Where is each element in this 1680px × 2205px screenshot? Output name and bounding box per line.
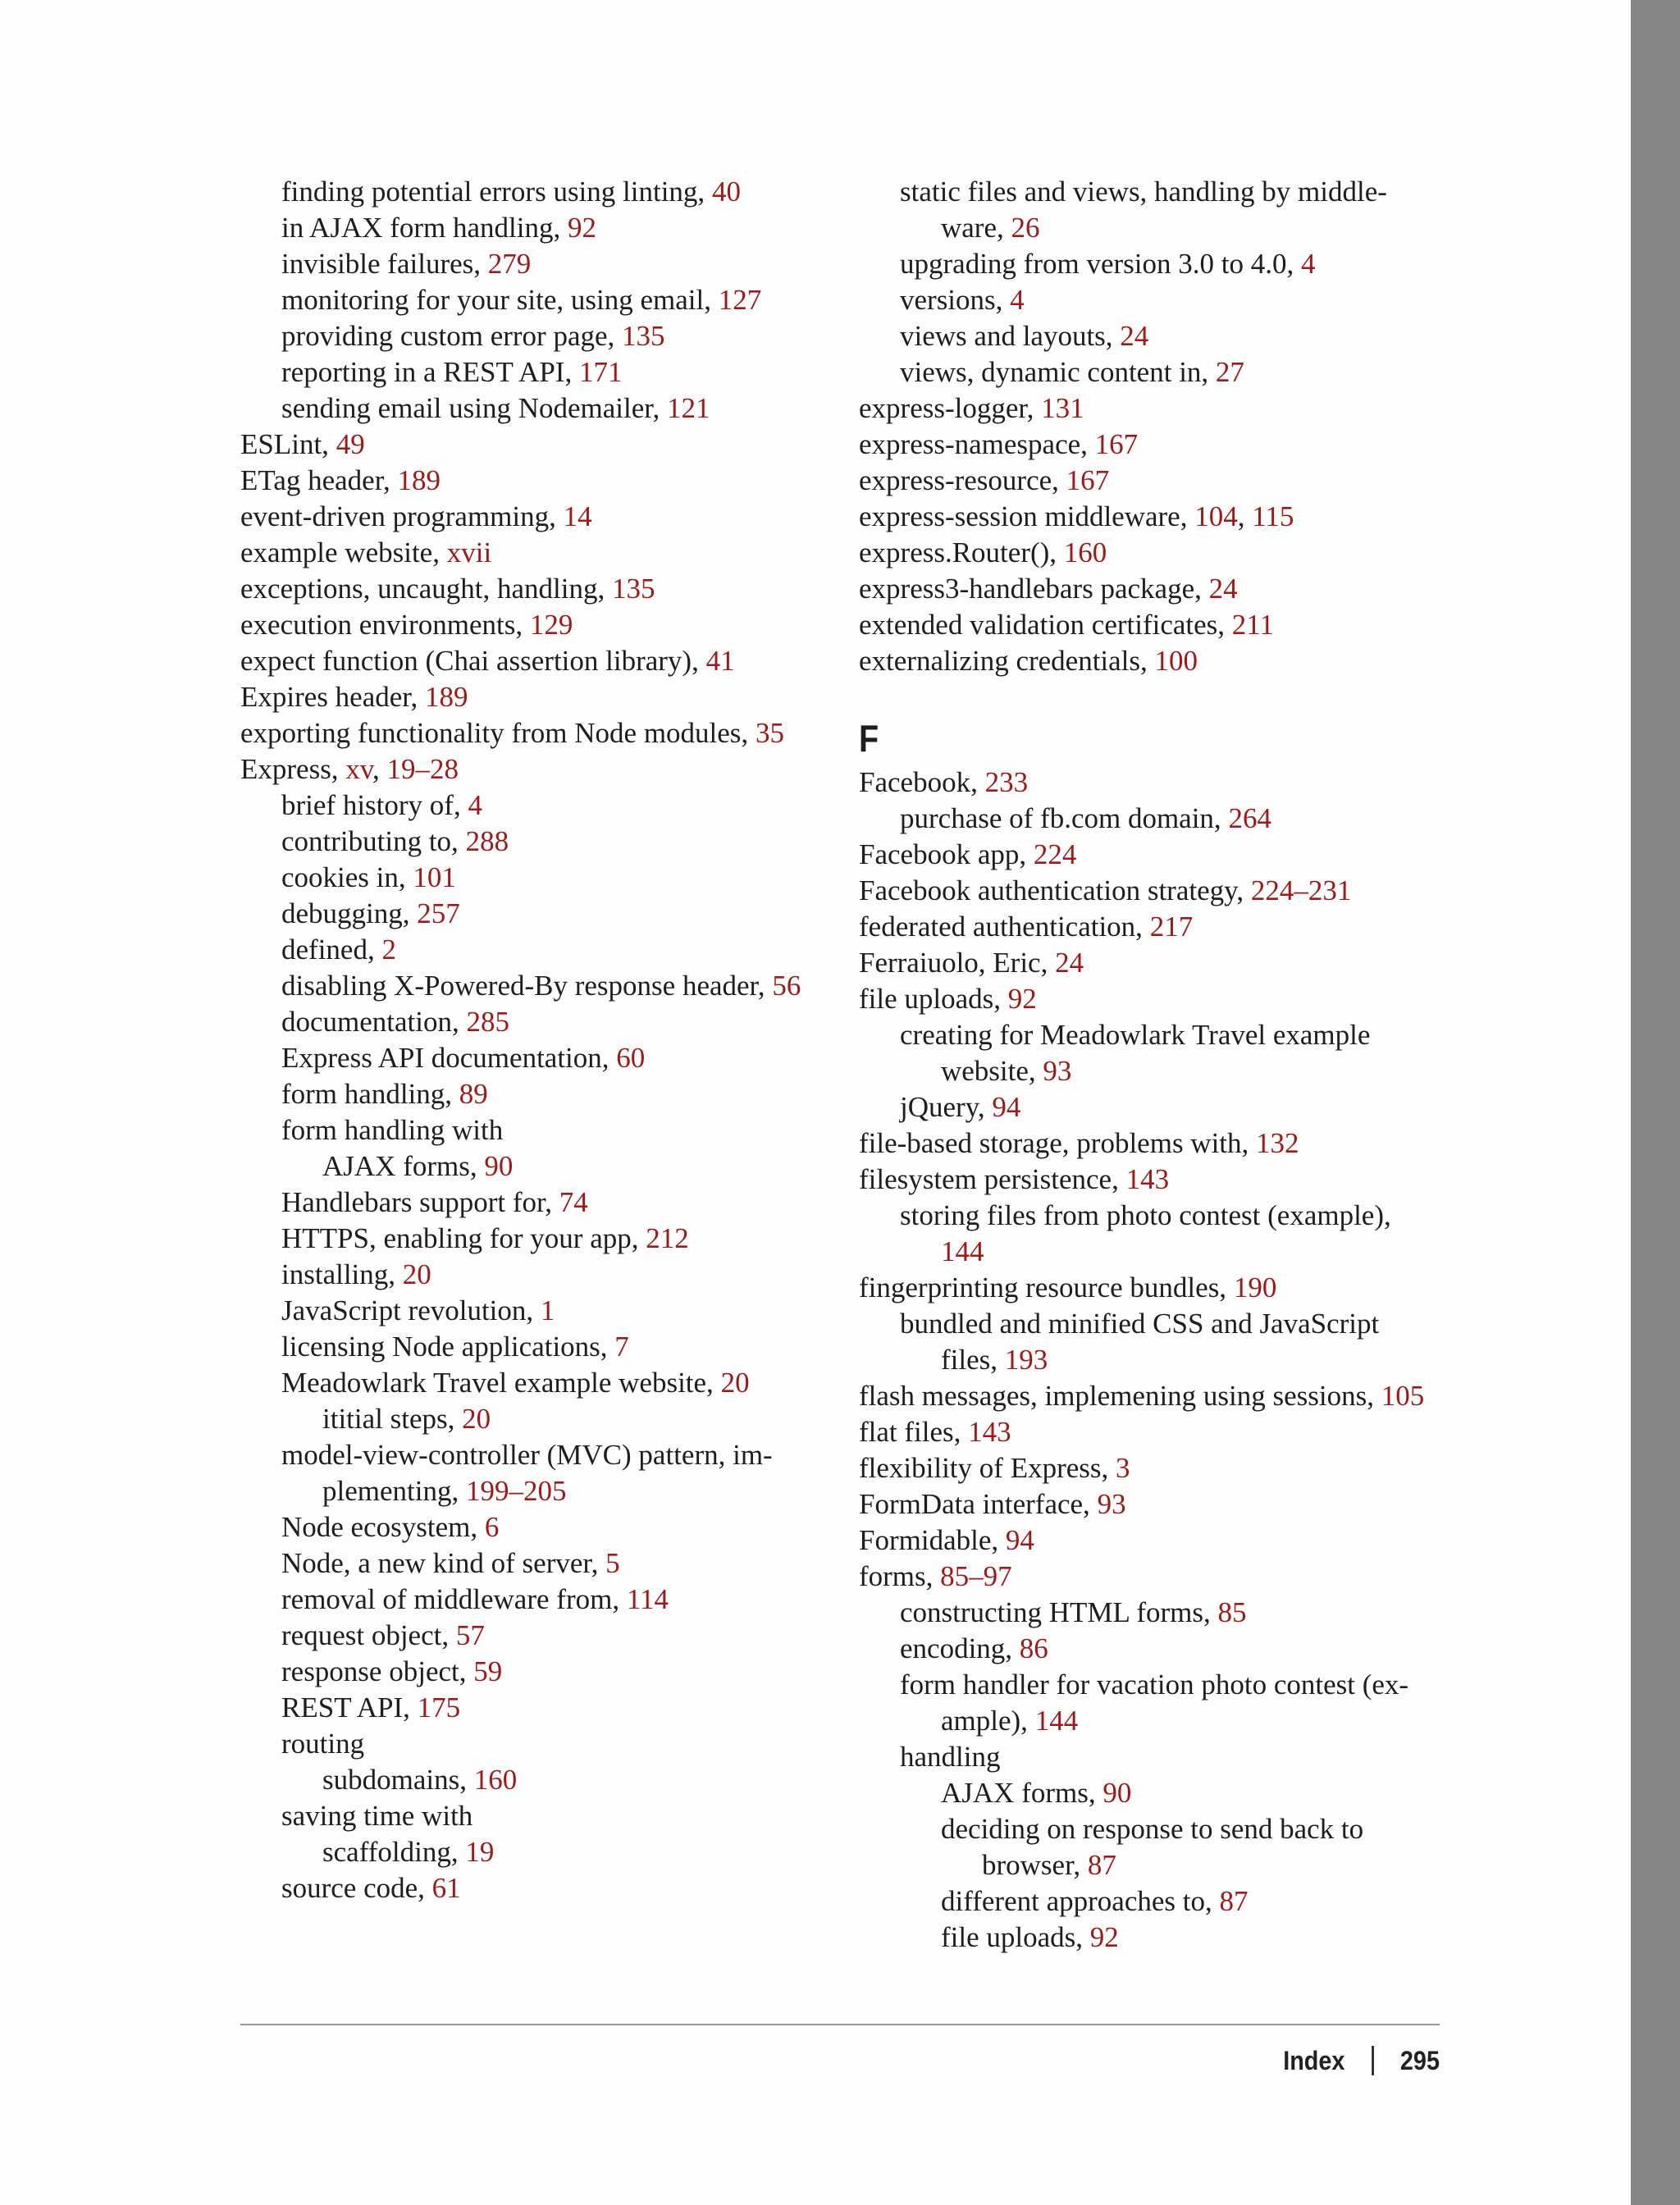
entry-term: Expires header, [240,681,426,713]
index-entry [859,1234,1482,1270]
page-reference-link[interactable]: 224 [1033,838,1077,870]
entry-term: different approaches to, [941,1885,1220,1917]
index-entry [240,1112,864,1148]
page-reference-link[interactable]: 212 [646,1222,689,1254]
entry-term: flexibility of Express, [859,1452,1116,1484]
index-entry [240,1582,864,1618]
entry-term: disabling X-Powered-By response header, [281,970,773,1002]
page-reference-link[interactable]: 20 [402,1258,431,1290]
entry-term: externalizing credentials, [859,645,1155,677]
footer-separator [1372,2046,1374,2075]
entry-term: defined, [281,934,382,966]
page-reference-link[interactable]: 40 [711,176,741,208]
page-reference-link[interactable]: 167 [1066,464,1110,496]
entry-term: federated authentication, [859,911,1150,943]
index-entry [240,210,864,246]
index-entry [859,1847,1482,1883]
entry-term: HTTPS, enabling for your app, [281,1222,646,1254]
page-reference-link[interactable]: 2 [381,934,396,966]
entry-term: purchase of fb.com domain, [900,802,1229,834]
entry-term: creating for Meadowlark Travel example [900,1019,1371,1051]
index-entry [859,1089,1482,1125]
page-reference-link[interactable]: 131 [1041,392,1084,424]
index-entry [240,1798,864,1834]
entry-term: Express API documentation, [281,1042,617,1074]
page-reference-link[interactable]: 85–97 [940,1560,1012,1592]
entry-term: filesystem persistence, [859,1163,1126,1195]
entry-term: storing files from photo contest (example), [900,1199,1391,1231]
index-entry [859,246,1482,282]
entry-term: form handling, [281,1078,459,1110]
entry-term: JavaScript revolution, [281,1294,541,1326]
entry-term: example website, [240,536,447,568]
index-entry [859,174,1482,210]
page-reference-link[interactable]: 14 [563,500,592,532]
index-entry [859,1342,1482,1378]
index-entry [859,427,1482,463]
page-reference-link[interactable]: 85 [1217,1596,1247,1628]
entry-term: browser, [982,1849,1088,1881]
entry-term: handling [900,1741,1001,1773]
entry-term: expect function (Chai assertion library), [240,645,706,677]
footer-section-label: Index [1283,2046,1345,2075]
page-reference-link[interactable]: 132 [1256,1127,1299,1159]
index-entry [240,1040,864,1076]
index-entry [240,1365,864,1401]
entry-term: finding potential errors using linting, [281,176,712,208]
page-reference-link[interactable]: 26 [1011,212,1040,244]
index-entry [859,571,1482,607]
entry-term: Facebook authentication strategy, [859,874,1251,906]
page-reference-link[interactable]: 90 [1102,1777,1132,1809]
index-column-left [240,174,864,1906]
page-reference-link[interactable]: 211 [1231,609,1274,641]
page-reference-link[interactable]: 104 [1194,500,1238,532]
entry-term: debugging, [281,897,418,929]
page-reference-link[interactable]: 24 [1055,947,1084,979]
index-entry [240,1690,864,1726]
page-reference-link[interactable]: 144 [1034,1705,1079,1737]
page-reference-link[interactable]: 129 [529,609,573,641]
index-entry [859,945,1482,981]
page-reference-link[interactable]: 19 [465,1836,495,1868]
page-reference-link[interactable]: 56 [772,970,801,1002]
entry-term: ititial steps, [322,1403,463,1435]
entry-term: AJAX forms, [941,1777,1103,1809]
index-entry [240,463,864,499]
index-entry [859,1883,1482,1920]
entry-term: bundled and minified CSS and JavaScript [900,1308,1380,1340]
entry-term: exporting functionality from Node modules, [240,717,756,749]
index-entry [240,968,864,1004]
page-reference-link[interactable]: 224–231 [1250,874,1352,906]
entry-term: request object, [281,1619,456,1651]
entry-term: invisible failures, [281,248,488,280]
page-reference-link[interactable]: 217 [1149,911,1194,943]
page-reference-link[interactable]: 7 [614,1331,629,1363]
entry-term: encoding, [900,1632,1020,1664]
index-entry [240,643,864,679]
entry-term: Facebook app, [859,838,1034,870]
page-reference-link[interactable]: 94 [992,1091,1021,1123]
index-entry [859,354,1482,390]
page-reference-link[interactable]: 35 [755,717,784,749]
index-entry [859,318,1482,354]
entry-term: execution environments, [240,609,530,641]
entry-term: REST API, [281,1691,418,1723]
entry-term: response object, [281,1655,474,1687]
index-entry [240,354,864,390]
entry-term: express-logger, [859,392,1042,424]
page-reference-link[interactable]: 233 [984,766,1029,798]
index-entry [859,1378,1482,1414]
page-reference-link[interactable]: 4 [468,789,482,821]
page-reference-link[interactable]: 189 [425,681,468,713]
page-reference-link[interactable]: 61 [431,1872,461,1904]
index-entry [240,318,864,354]
page-reference-link[interactable]: 143 [1125,1163,1170,1195]
page-reference-link[interactable]: 74 [559,1186,588,1218]
entry-term: express.Router(), [859,536,1064,568]
page-reference-link[interactable]: 59 [473,1655,503,1687]
entry-term: express-session middleware, [859,500,1195,532]
entry-term: brief history of, [281,789,468,821]
index-entry [240,932,864,968]
entry-term: routing [281,1728,365,1760]
footer-rule [240,2024,1440,2025]
index-entry [859,1198,1482,1234]
page-reference-link[interactable]: 20 [462,1403,491,1435]
page-reference-link[interactable]: 89 [459,1078,488,1110]
entry-term: website, [941,1055,1043,1087]
entry-term: sending email using Nodemailer, [281,392,668,424]
index-entry [859,1775,1482,1811]
index-entry [240,1726,864,1762]
page-reference-link[interactable]: 87 [1087,1849,1116,1881]
entry-term: constructing HTML forms, [900,1596,1218,1628]
page-reference-link[interactable]: 92 [568,212,597,244]
index-entry [240,1762,864,1798]
index-entry [240,1473,864,1509]
entry-term: saving time with [281,1800,473,1832]
index-entry [859,1053,1482,1089]
index-entry [240,1509,864,1545]
index-entry [859,1595,1482,1631]
index-entry [240,607,864,643]
index-entry [859,1703,1482,1739]
index-entry [240,1185,864,1221]
page-reference-link[interactable]: 1 [540,1294,555,1326]
page-reference-link[interactable]: 3 [1116,1452,1130,1484]
entry-term: Facebook, [859,766,985,798]
entry-term: providing custom error page, [281,320,623,352]
footer-page-number: 295 [1399,2046,1440,2075]
index-group-e-continued [859,174,1482,679]
index-entry [859,1414,1482,1450]
page-reference-link[interactable]: 24 [1208,573,1238,605]
page-reference-link[interactable]: xv [345,753,373,785]
index-entry [859,1486,1482,1522]
index-entry [859,210,1482,246]
page-separator: , [372,753,387,785]
entry-term: Node, a new kind of server, [281,1547,606,1579]
page-reference-link[interactable]: 94 [1005,1524,1034,1556]
index-entry [859,1559,1482,1595]
page-reference-link[interactable]: 167 [1094,428,1139,460]
index-entry [240,896,864,932]
index-entry [240,1834,864,1870]
page-reference-link[interactable]: 143 [968,1416,1011,1448]
index-entry [859,837,1482,873]
index-entry [859,1017,1482,1053]
entry-term: upgrading from version 3.0 to 4.0, [900,248,1301,280]
index-entry [240,246,864,282]
index-entry [859,1306,1482,1342]
index-entry [859,1667,1482,1703]
entry-term: Handlebars support for, [281,1186,559,1218]
page-reference-link[interactable]: 135 [611,573,655,605]
page-reference-link[interactable]: 57 [455,1619,485,1651]
index-entry [240,1221,864,1257]
entry-term: exceptions, uncaught, handling, [240,573,612,605]
section-letter-heading: F [859,717,879,760]
index-entry [859,390,1482,427]
page-reference-link[interactable]: 49 [336,428,365,460]
page-reference-link[interactable]: 127 [718,284,762,316]
page-reference-link[interactable]: 86 [1019,1632,1048,1664]
index-entry [240,751,864,788]
index-entry [240,174,864,210]
index-entry [859,1162,1482,1198]
page-reference-link[interactable]: 264 [1228,802,1271,834]
entry-term: jQuery, [900,1091,993,1123]
entry-term: model-view-controller (MVC) pattern, im- [281,1439,773,1471]
index-entry [240,1618,864,1654]
entry-term: Meadowlark Travel example website, [281,1367,721,1399]
entry-term: file-based storage, problems with, [859,1127,1257,1159]
index-entry [240,427,864,463]
entry-term: ETag header, [240,464,398,496]
index-entry [859,801,1482,837]
page-reference-link[interactable]: 27 [1215,356,1244,388]
index-entry [859,643,1482,679]
index-entry [859,1125,1482,1162]
index-entry [240,1437,864,1473]
page-reference-link[interactable]: 144 [941,1235,984,1267]
index-entry [240,390,864,427]
index-entry [240,1293,864,1329]
page-reference-link[interactable]: 190 [1233,1271,1277,1303]
page-reference-link[interactable]: 20 [720,1367,750,1399]
page-reference-link[interactable]: xvii [446,536,492,568]
page-edge-bar [1631,0,1680,2205]
page-reference-link[interactable]: 100 [1154,645,1198,677]
index-entry [240,1004,864,1040]
page-reference-link[interactable]: 285 [466,1006,510,1038]
page-reference-link[interactable]: 175 [417,1691,461,1723]
index-entry [859,1450,1482,1486]
index-column-right [859,174,1482,1956]
index-entry [240,679,864,715]
entry-term: fingerprinting resource bundles, [859,1271,1234,1303]
entry-term: FormData interface, [859,1488,1098,1520]
page-reference-link[interactable]: 19–28 [386,753,459,785]
index-entry [859,909,1482,945]
page-reference-link[interactable]: 24 [1120,320,1149,352]
page-reference-link[interactable]: 92 [1089,1921,1119,1953]
entry-term: views and layouts, [900,320,1121,352]
page-reference-link[interactable]: 93 [1097,1488,1126,1520]
entry-term: express-resource, [859,464,1066,496]
entry-term: in AJAX form handling, [281,212,568,244]
page-reference-link[interactable]: 288 [465,825,509,857]
index-entry [859,463,1482,499]
page-reference-link[interactable]: 105 [1381,1380,1425,1412]
entry-term: installing, [281,1258,403,1290]
page-reference-link[interactable]: 115 [1252,500,1294,532]
entry-term: file uploads, [859,983,1008,1015]
entry-term: express3-handlebars package, [859,573,1209,605]
entry-term: AJAX forms, [322,1150,485,1182]
index-entry [859,607,1482,643]
entry-term: static files and views, handling by middle- [900,176,1387,208]
page-reference-link[interactable]: 93 [1043,1055,1072,1087]
index-entry [859,873,1482,909]
entry-term: licensing Node applications, [281,1331,615,1363]
page-reference-link[interactable]: 279 [487,248,532,280]
entry-term: cookies in, [281,861,413,893]
page-footer [1283,2043,1440,2079]
page-reference-link[interactable]: 114 [626,1583,669,1615]
entry-term: flat files, [859,1416,969,1448]
index-entry [859,1631,1482,1667]
entry-term: flash messages, implemening using sessions, [859,1380,1381,1412]
entry-term: form handling with [281,1114,504,1146]
page-reference-link[interactable]: 160 [473,1764,518,1796]
index-entry [240,1870,864,1906]
page-reference-link[interactable]: 6 [484,1511,500,1543]
entry-term: source code, [281,1872,432,1904]
page-reference-link[interactable]: 160 [1063,536,1107,568]
page-reference-link[interactable]: 101 [413,861,456,893]
index-entry [859,1522,1482,1559]
page-reference-link[interactable]: 193 [1004,1344,1048,1376]
page-reference-link[interactable]: 189 [397,464,441,496]
entry-term: subdomains, [322,1764,474,1796]
entry-term: monitoring for your site, using email, [281,284,719,316]
index-entry [859,499,1482,535]
index-entry [859,765,1482,801]
index-entry [240,824,864,860]
index-entry [859,535,1482,571]
index-entry [859,1920,1482,1956]
page-reference-link[interactable]: 199–205 [465,1475,567,1507]
entry-term: contributing to, [281,825,466,857]
entry-term: ware, [941,212,1011,244]
page-reference-link[interactable]: 4 [1300,248,1316,280]
page-reference-link[interactable]: 87 [1219,1885,1249,1917]
index-entry [240,571,864,607]
index-entry [240,1076,864,1112]
page-reference-link[interactable]: 121 [667,392,710,424]
index-entry [240,282,864,318]
index-entry [240,788,864,824]
index-entry [859,1739,1482,1775]
index-entry [240,1401,864,1437]
entry-term: Formidable, [859,1524,1006,1556]
page-reference-link[interactable]: 257 [417,897,460,929]
page-reference-link[interactable]: 60 [616,1042,646,1074]
index-group-f [859,765,1482,1956]
entry-term: form handler for vacation photo contest (ex- [900,1669,1409,1701]
entry-term: documentation, [281,1006,467,1038]
entry-term: deciding on response to send back to [941,1813,1364,1845]
index-entry [240,1654,864,1690]
index-entry [240,535,864,571]
entry-term: versions, [900,284,1011,316]
index-entry [240,499,864,535]
entry-term: reporting in a REST API, [281,356,579,388]
page-reference-link[interactable]: 171 [578,356,623,388]
entry-term: ample), [941,1705,1035,1737]
page-reference-link[interactable]: 135 [622,320,665,352]
entry-term: scaffolding, [322,1836,466,1868]
entry-term: forms, [859,1560,941,1592]
entry-term: removal of middleware from, [281,1583,627,1615]
index-entry [859,1270,1482,1306]
entry-term: Node ecosystem, [281,1511,485,1543]
page-separator: , [1237,500,1253,532]
entry-term: Express, [240,753,346,785]
page-reference-link[interactable]: 90 [484,1150,514,1182]
entry-term: views, dynamic content in, [900,356,1216,388]
page-reference-link[interactable]: 92 [1007,983,1037,1015]
entry-term: file uploads, [941,1921,1090,1953]
entry-term: ESLint, [240,428,336,460]
index-entry [859,981,1482,1017]
index-entry [859,282,1482,318]
index-entry [240,860,864,896]
page-reference-link[interactable]: 5 [605,1547,620,1579]
entry-term: plementing, [322,1475,466,1507]
entry-term: Ferraiuolo, Eric, [859,947,1056,979]
page-reference-link[interactable]: 41 [705,645,735,677]
entry-term: express-namespace, [859,428,1095,460]
entry-term: extended validation certificates, [859,609,1232,641]
index-entry [240,1148,864,1185]
index-entry [240,1545,864,1582]
entry-term: event-driven programming, [240,500,564,532]
entry-term: files, [941,1344,1005,1376]
index-entry [240,1329,864,1365]
index-entry [859,1811,1482,1847]
page-reference-link[interactable]: 4 [1010,284,1025,316]
index-entry [240,1257,864,1293]
index-entry [240,715,864,751]
